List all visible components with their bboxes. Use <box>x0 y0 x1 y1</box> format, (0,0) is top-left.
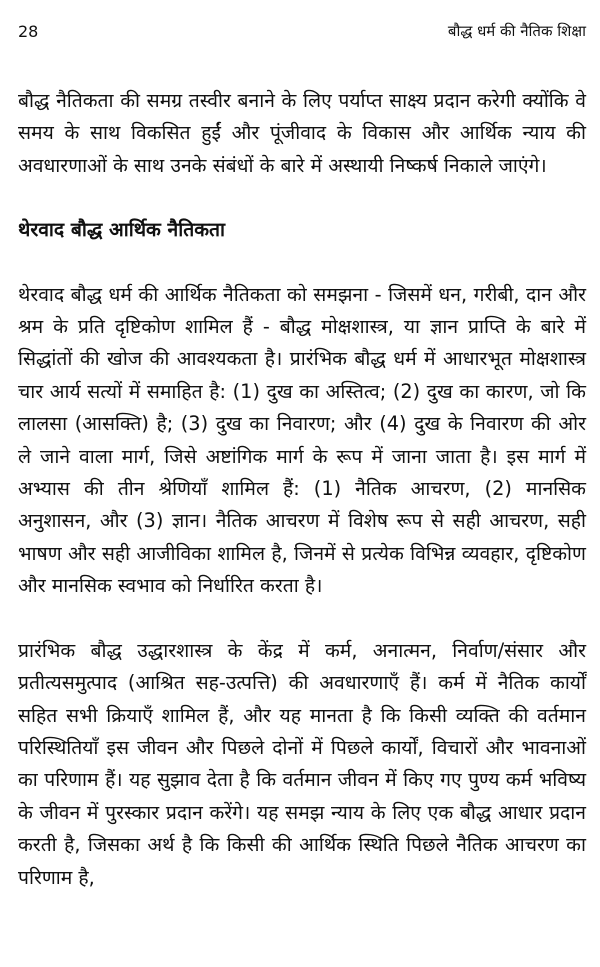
page-header <box>18 18 586 44</box>
section-heading: थेरवाद बौद्ध आर्थिक नैतिकता <box>18 218 226 242</box>
page-body <box>18 85 586 894</box>
body-paragraph-1: बौद्ध नैतिकता की समग्र तस्वीर बनाने के लिए पर्याप्त साक्ष्य प्रदान करेगी क्योंकि वे समय के साथ विकसित हुईं और पूंजीवाद के विकास और आर्थिक न्याय की अवधारणाओं के साथ उनके संबंधों के बारे में अस्थायी निष्कर्ष निकाले जाएंगे। <box>18 89 586 177</box>
running-title: बौद्ध धर्म की नैतिक शिक्षा <box>447 22 586 40</box>
body-paragraph-3: प्रारंभिक बौद्ध उद्धारशास्त्र के केंद्र में कर्म, अनात्मन, निर्वाण/संसार और प्रतीत्यसमुत्पाद (आश्रित सह-उत्पत्ति) की अवधारणाएँ हैं। कर्म में नैतिक कार्यों सहित सभी क्रियाएँ शामिल हैं, और यह मानता है कि किसी व्यक्ति की वर्तमान परिस्थितियाँ इस जीवन और पिछले दोनों में पिछले कार्यों, विचारों और भावनाओं का परिणाम हैं। यह सुझाव देता है कि वर्तमान जीवन में किए गए पुण्य कर्म भविष्य के जीवन में पुरस्कार प्रदान करेंगे। यह समझ न्याय के लिए एक बौद्ध आधार प्रदान करती है, जिसका अर्थ है कि किसी की आर्थिक स्थिति पिछले नैतिक आचरण का परिणाम है, <box>18 638 586 889</box>
body-paragraph-2: थेरवाद बौद्ध धर्म की आर्थिक नैतिकता को समझना - जिसमें धन, गरीबी, दान और श्रम के प्रति दृष्टिकोण शामिल हैं - बौद्ध मोक्षशास्त्र, या ज्ञान प्राप्ति के बारे में सिद्धांतों की खोज की आवश्यकता है। प्रारंभिक बौद्ध धर्म में आधारभूत मोक्षशास्त्र चार आर्य सत्यों में समाहित है: (1) दुख का अस्तित्व; (2) दुख का कारण, जो कि लालसा (आसक्ति) है; (3) दुख का निवारण; और (4) दुख के निवारण की ओर ले जाने वाला मार्ग, जिसे अष्टांगिक मार्ग के रूप में जाना जाता है। इस मार्ग में अभ्यास की तीन श्रेणियाँ शामिल हैं: (1) नैतिक आचरण, (2) मानसिक अनुशासन, और (3) ज्ञान। नैतिक आचरण में विशेष रूप से सही आचरण, सही भाषण और सही आजीविका शामिल है, जिनमें से प्रत्येक विभिन्न व्यवहार, दृष्टिकोण और मानसिक स्वभाव को निर्धारित करता है। <box>18 282 586 598</box>
page-number: 28 <box>18 21 39 41</box>
